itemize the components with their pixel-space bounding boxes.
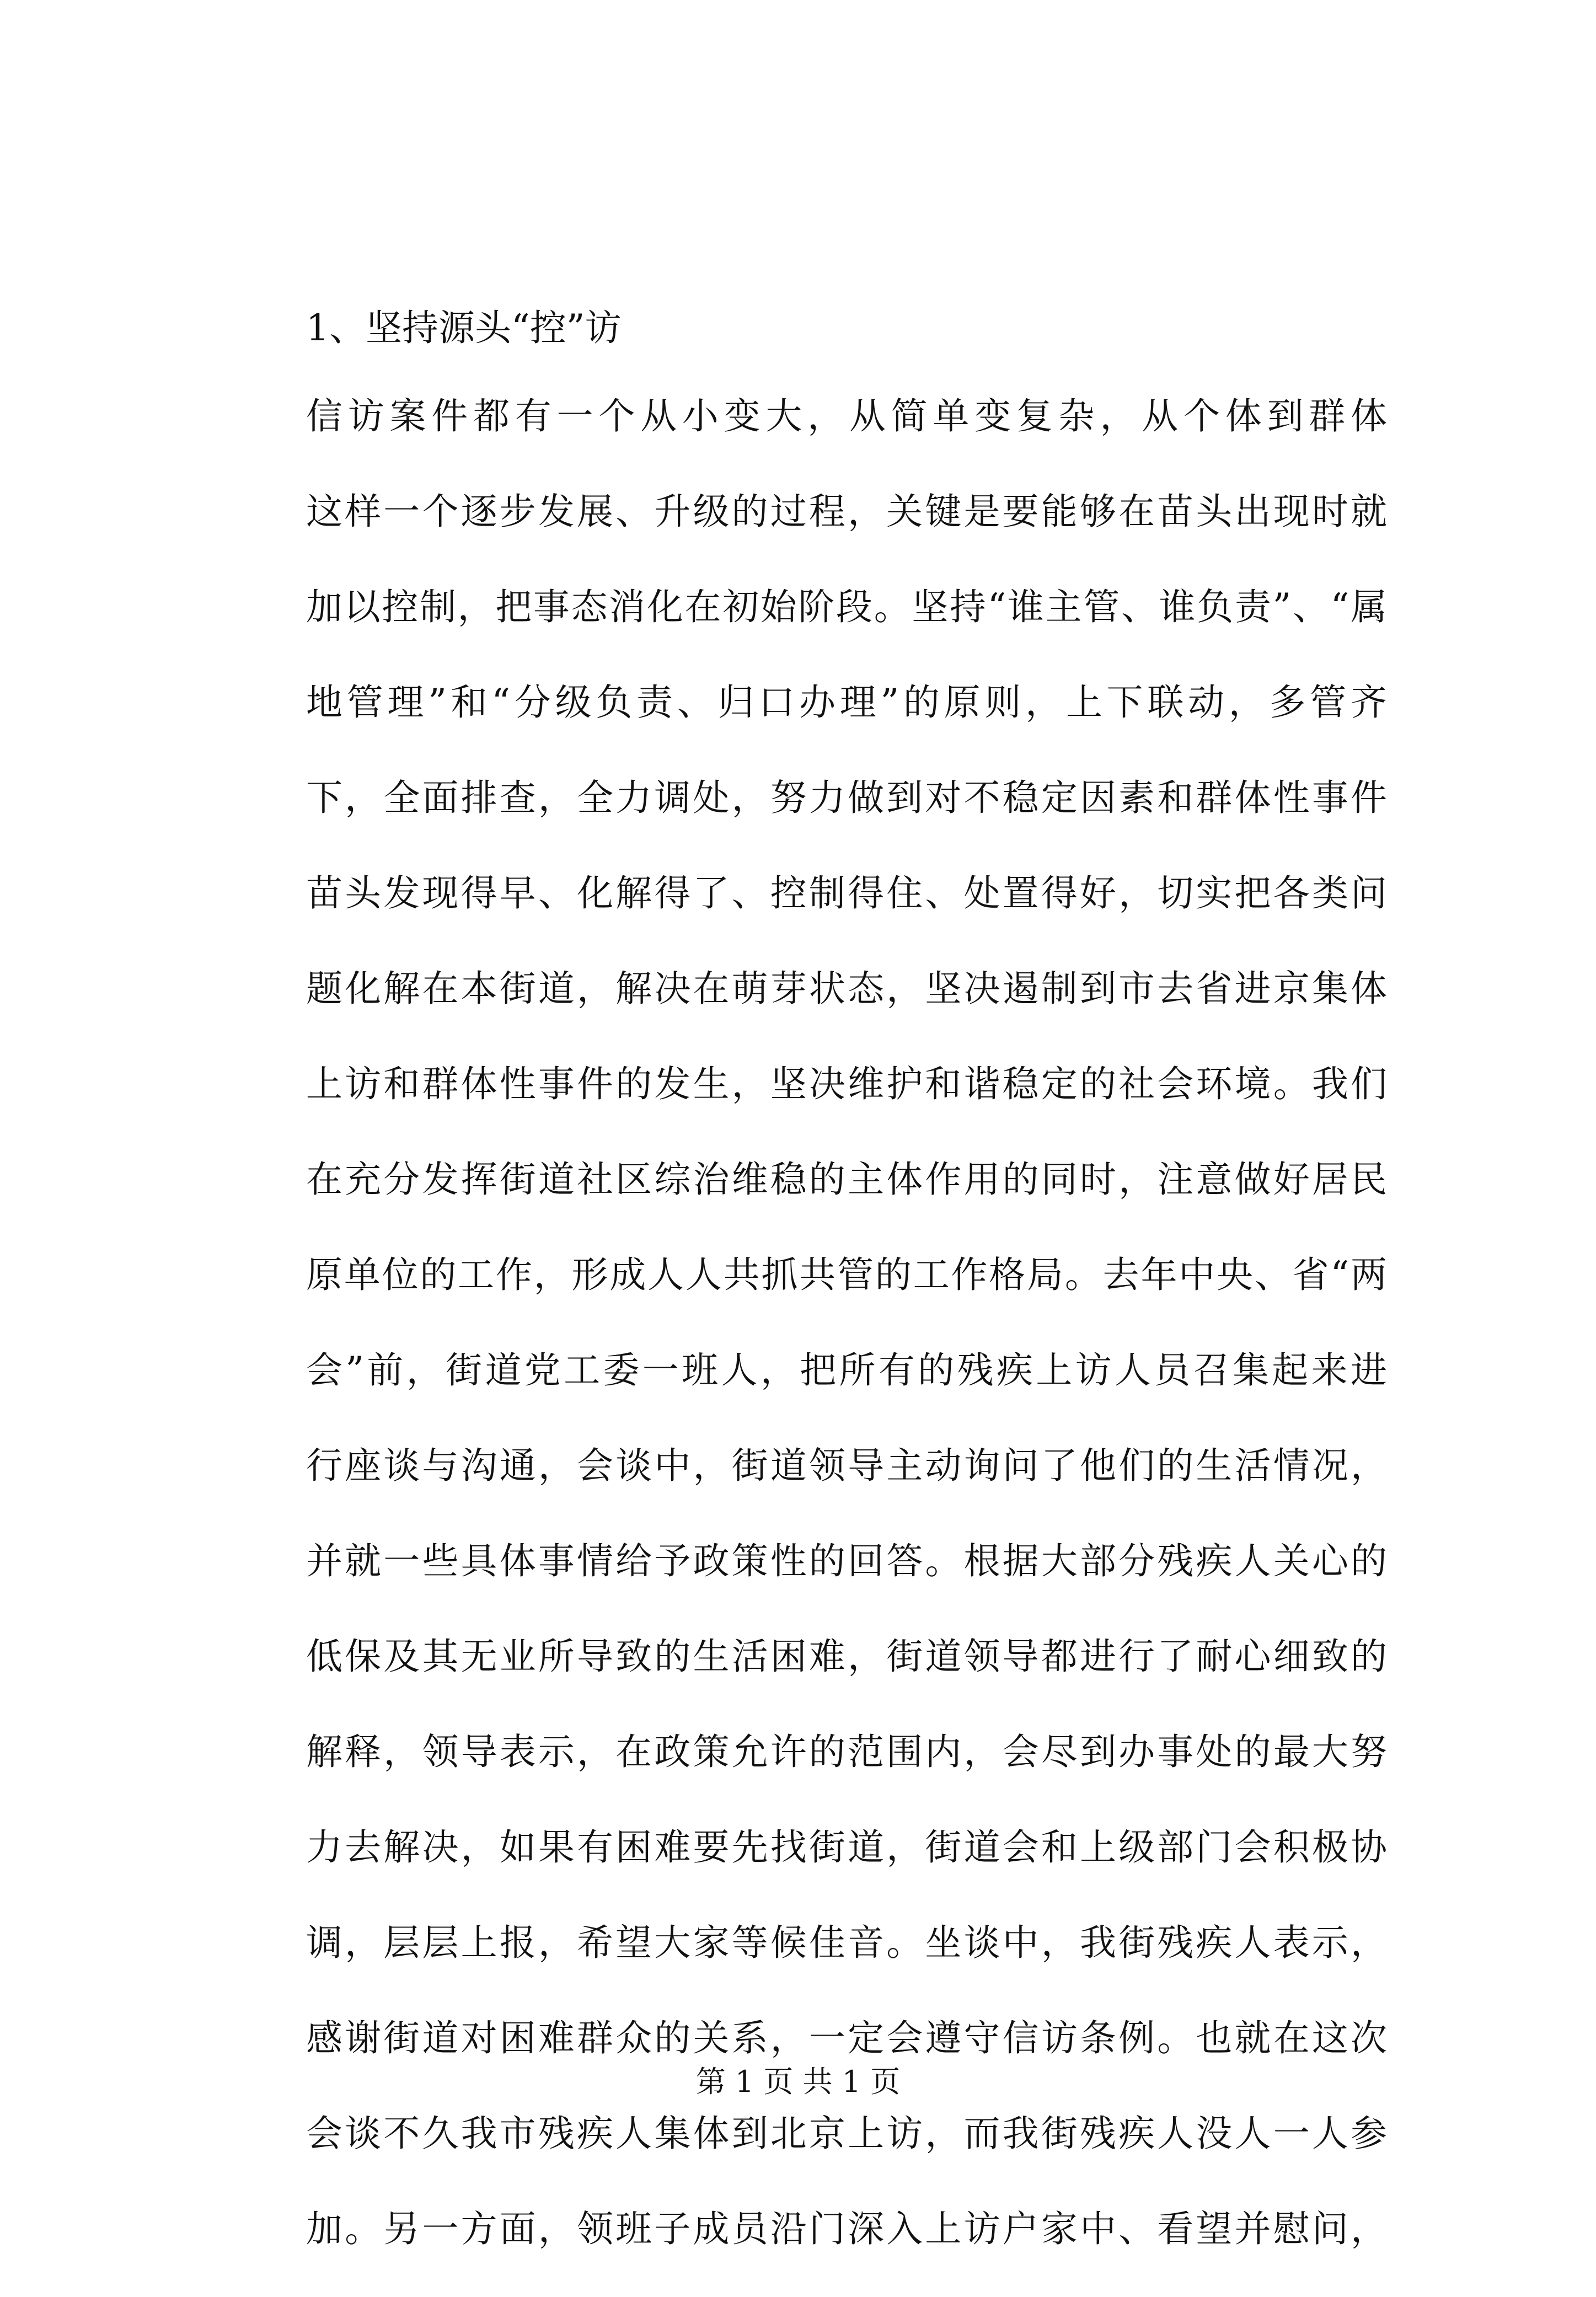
paragraph-line: 调，层层上报，希望大家等候佳音。坐谈中，我街残疾人表示，: [306, 1921, 1387, 1964]
document-body: [306, 301, 1387, 2297]
page-footer: 第 1 页 共 1 页: [695, 2064, 901, 2099]
paragraph-line: 加以控制，把事态消化在初始阶段。坚持“谁主管、谁负责”、“属: [306, 586, 1387, 628]
paragraph-line: 苗头发现得早、化解得了、控制得住、处置得好，切实把各类问: [306, 872, 1387, 914]
paragraph-line: 解释，领导表示，在政策允许的范围内，会尽到办事处的最大努: [306, 1731, 1387, 1773]
paragraph: [306, 389, 1387, 2257]
paragraph-line: 上访和群体性事件的发生，坚决维护和谐稳定的社会环境。我们: [306, 1063, 1387, 1105]
paragraph-line: 信访案件都有一个从小变大，从简单变复杂，从个体到群体: [306, 395, 1387, 437]
paragraph-line: 下，全面排查，全力调处，努力做到对不稳定因素和群体性事件: [306, 777, 1387, 819]
paragraph-line: 会”前，街道党工委一班人，把所有的残疾上访人员召集起来进: [306, 1349, 1387, 1391]
section-heading: 1、坚持源头“控”访: [306, 307, 622, 349]
paragraph-line: 原单位的工作，形成人人共抓共管的工作格局。去年中央、省“两: [306, 1254, 1387, 1296]
paragraph-line: 在充分发挥街道社区综治维稳的主体作用的同时，注意做好居民: [306, 1158, 1387, 1201]
paragraph-line: 会谈不久我市残疾人集体到北京上访，而我街残疾人没人一人参: [306, 2112, 1387, 2155]
paragraph-line: 题化解在本街道，解决在萌芽状态，坚决遏制到市去省进京集体: [306, 967, 1387, 1010]
paragraph-line: 低保及其无业所导致的生活困难，街道领导都进行了耐心细致的: [306, 1635, 1387, 1678]
paragraph-line: 地管理”和“分级负责、归口办理”的原则，上下联动，多管齐: [306, 681, 1387, 724]
paragraph-line: 这样一个逐步发展、升级的过程，关键是要能够在苗头出现时就: [306, 490, 1387, 533]
paragraph-line: 感谢街道对困难群众的关系，一定会遵守信访条例。也就在这次: [306, 2017, 1387, 2059]
paragraph-line: 并就一些具体事情给予政策性的回答。根据大部分残疾人关心的: [306, 1540, 1387, 1582]
paragraph-line: 加。另一方面，领班子成员沿门深入上访户家中、看望并慰问，: [306, 2208, 1387, 2250]
paragraph-line: 力去解决，如果有困难要先找街道，街道会和上级部门会积极协: [306, 1826, 1387, 1868]
paragraph-line: 行座谈与沟通，会谈中，街道领导主动询问了他们的生活情况，: [306, 1444, 1387, 1487]
